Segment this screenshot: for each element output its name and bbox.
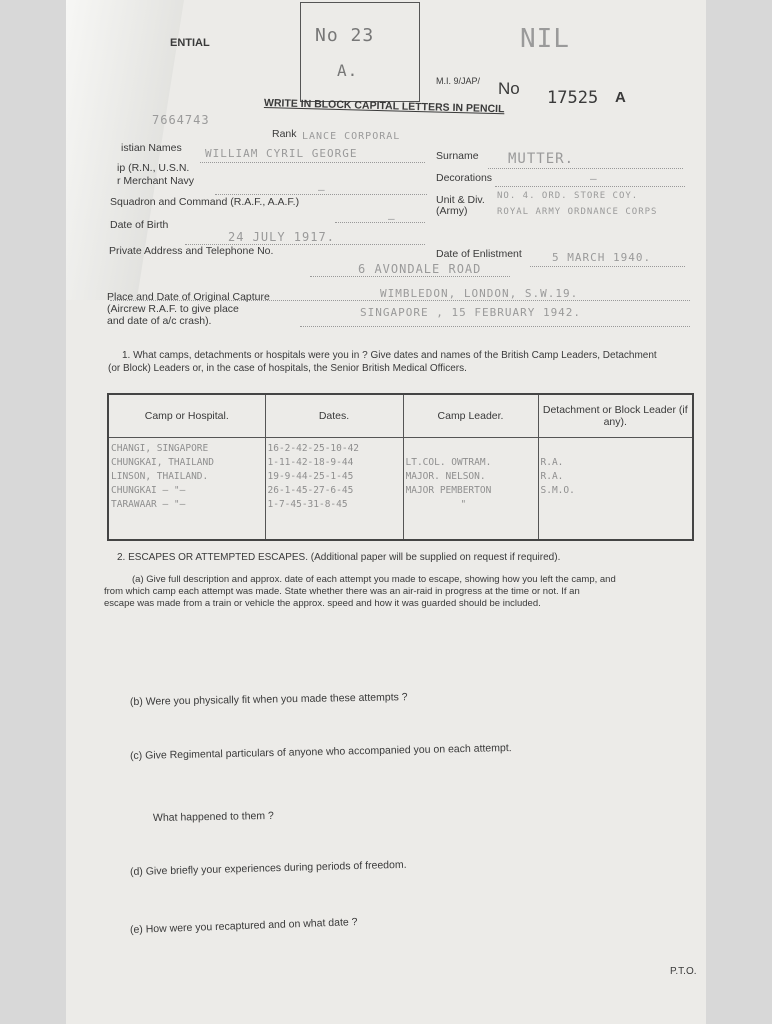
- address-label: Private Address and Telephone No.: [109, 245, 274, 257]
- detachment-leader-list: [541, 442, 691, 498]
- table-cell: CHANGI, SINGAPORE: [111, 443, 209, 454]
- address-value-2: WIMBLEDON, LONDON, S.W.19.: [380, 287, 579, 300]
- surname-value: MUTTER.: [508, 151, 575, 167]
- table-cell: LINSON, THAILAND.: [111, 471, 209, 482]
- table-cell: 19-9-44-25-1-45: [267, 471, 354, 482]
- army-number: 7664743: [152, 113, 210, 127]
- stamp-letter: A.: [337, 61, 359, 80]
- capture-label: Place and Date of Original Capture: [107, 291, 270, 303]
- ship-value: —: [318, 183, 326, 196]
- camps-table-header-row: [108, 394, 693, 438]
- detachment-leader-column-header: Detachment or Block Leader (if any).: [538, 394, 693, 438]
- squadron-value: —: [388, 212, 396, 225]
- table-cell: LT.COL. OWTRAM.: [405, 457, 492, 468]
- table-cell: TARAWAAR — "—: [111, 499, 186, 510]
- table-cell: MAJOR. NELSON.: [405, 471, 486, 482]
- dob-label: Date of Birth: [110, 219, 169, 231]
- squadron-label: Squadron and Command (R.A.F., A.A.F.): [110, 196, 300, 208]
- stamp-number: No 23: [315, 25, 375, 46]
- form-code: M.I. 9/JAP/: [436, 76, 481, 86]
- table-cell: R.A.: [540, 471, 564, 482]
- merchant-navy-label: r Merchant Navy: [117, 175, 195, 187]
- table-cell: [541, 442, 691, 456]
- table-cell: CHUNGKAI, THAILAND: [111, 457, 214, 468]
- q2-heading: 2. ESCAPES OR ATTEMPTED ESCAPES. (Additional paper will be supplied on request if required).: [117, 552, 561, 563]
- christian-names-label: istian Names: [121, 142, 182, 154]
- table-cell: 1-11-42-18-9-44: [267, 457, 354, 468]
- handwritten-nil: NIL: [520, 24, 570, 54]
- q2e-text: (e) How were you recaptured and on what date ?: [129, 916, 358, 936]
- ship-label: ip (R.N., U.S.N.: [117, 162, 190, 174]
- capture-aircrew-label: (Aircrew R.A.F. to give place: [107, 303, 239, 315]
- camps-table-body: [108, 438, 693, 541]
- q1-text-continued: (or Block) Leaders or, in the case of hospitals, the Senior British Medical Officers.: [108, 363, 467, 374]
- dates-column-header: Dates.: [265, 394, 403, 438]
- form-suffix: A: [615, 89, 626, 106]
- table-cell: S.M.O.: [540, 485, 575, 496]
- number-stamp-box: [300, 2, 420, 102]
- q2a-text: (a) Give full description and approx. date of each attempt you made to escape, showing how you left the camp, and: [132, 574, 616, 585]
- enlistment-value: 5 MARCH 1940.: [552, 251, 652, 264]
- q2c-text: (c) Give Regimental particulars of anyone who accompanied you on each attempt.: [129, 742, 512, 762]
- surname-label: Surname: [436, 150, 479, 162]
- army-label: (Army): [436, 205, 468, 217]
- unit-value-1: NO. 4. ORD. STORE COY.: [497, 191, 639, 201]
- table-cell: CHUNGKAI — "—: [111, 485, 186, 496]
- camp-leader-list: [406, 442, 536, 512]
- decorations-line: [495, 186, 685, 187]
- no-label: No: [498, 79, 520, 98]
- rank-label: Rank: [272, 128, 297, 140]
- surname-line: [488, 168, 683, 169]
- pto-label: P.T.O.: [670, 966, 697, 977]
- address-value-1: 6 AVONDALE ROAD: [358, 262, 482, 276]
- classification-label: ENTIAL: [170, 37, 210, 49]
- camp-list: [111, 442, 263, 512]
- table-cell: 16-2-42-25-10-42: [267, 443, 360, 454]
- capture-crash-label: and date of a/c crash).: [107, 315, 212, 327]
- decorations-label: Decorations: [436, 172, 493, 184]
- enlistment-label: Date of Enlistment: [436, 248, 522, 260]
- camps-table: [107, 393, 694, 541]
- rank-value: LANCE CORPORAL: [302, 131, 401, 142]
- unit-label: Unit & Div.: [436, 194, 485, 206]
- table-cell: MAJOR PEMBERTON: [405, 485, 492, 496]
- camp-leader-column-header: Camp Leader.: [403, 394, 538, 438]
- ship-line: [215, 194, 427, 195]
- unit-value-2: ROYAL ARMY ORDNANCE CORPS: [497, 207, 658, 217]
- enlistment-line: [530, 266, 685, 267]
- table-cell: 26-1-45-27-6-45: [267, 485, 354, 496]
- christian-names-line: [200, 162, 425, 163]
- q2c-followup-text: What happened to them ?: [152, 809, 274, 824]
- q1-text: 1. What camps, detachments or hospitals were you in ? Give dates and names of the British Camp Leaders, Detachment: [122, 350, 657, 361]
- table-cell: R.A.: [540, 457, 564, 468]
- squadron-line: [335, 222, 425, 223]
- q2a-text-2: from which camp each attempt was made. State whether there was an air-raid in progress at the time or not. If an: [104, 586, 580, 597]
- dob-value: 24 JULY 1917.: [228, 230, 335, 244]
- q2a-text-3: escape was made from a train or vehicle the approx. speed and how it was guarded should be included.: [104, 598, 541, 609]
- camp-column-header: Camp or Hospital.: [108, 394, 265, 438]
- dates-list: [268, 442, 401, 512]
- table-cell: 1-7-45-31-8-45: [267, 499, 348, 510]
- address-line-1: [310, 276, 510, 277]
- capture-line: [300, 326, 690, 327]
- decorations-value: —: [590, 172, 598, 185]
- christian-names-value: WILLIAM CYRIL GEORGE: [205, 147, 358, 160]
- table-cell: [406, 442, 536, 456]
- table-cell: ": [460, 499, 467, 510]
- form-number: 17525: [547, 88, 599, 108]
- q2d-text: (d) Give briefly your experiences during periods of freedom.: [129, 858, 407, 878]
- q2b-text: (b) Were you physically fit when you made these attempts ?: [129, 691, 408, 708]
- block-capitals-instruction: WRITE IN BLOCK CAPITAL LETTERS IN PENCIL: [263, 97, 505, 116]
- capture-value: SINGAPORE , 15 FEBRUARY 1942.: [360, 306, 582, 319]
